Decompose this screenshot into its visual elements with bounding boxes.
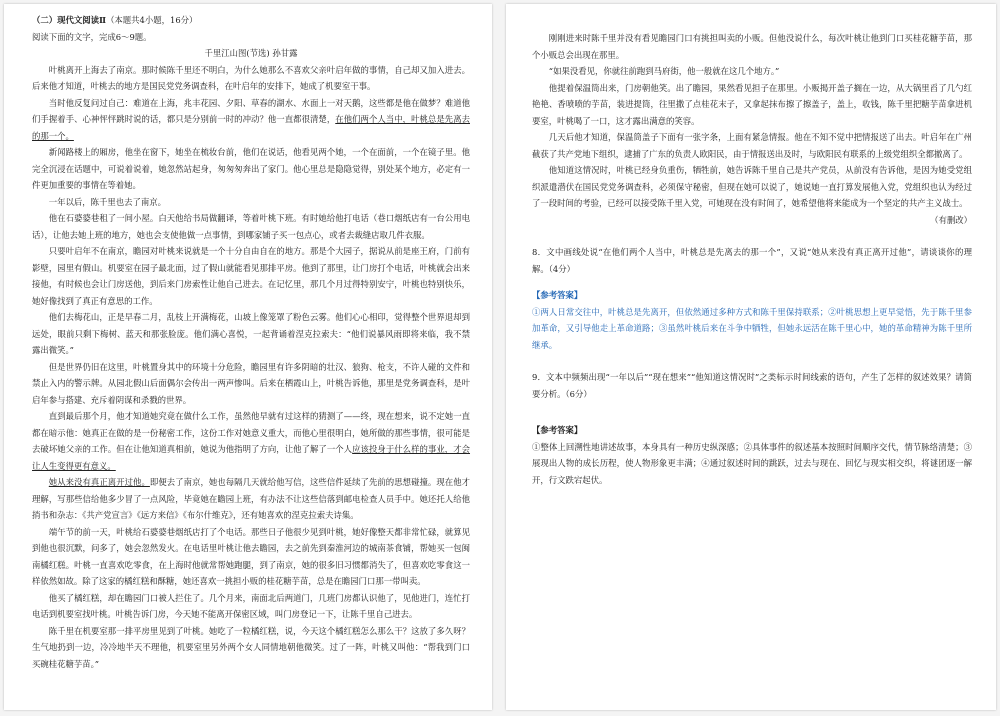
paragraph: 他们去梅花山，正是早春二月，乱枝上开满梅花，山坡上像笼罩了粉色云雾。他们心心相印，觉得整个世界退却到远处，眼前只剩下梅树、蓝天和那张脸庞。他们满心喜悦，一起背诵着涅克拉索夫：“他们说暴风雨即将来临，我不禁露出微笑。” [32,312,470,355]
answer-9: ①整体上回溯性地讲述故事，本身具有一种历史纵深感；②具体事件的叙述基本按照时间顺序交代，情节脉络清楚；③展现出人物的成长历程，使人物形象更丰满；④通过叙述时间的跳跃，过去与现在、回忆与现实相交织，将谜团逐一解开，行文跌宕起伏。 [532,441,972,485]
paragraph: 但是世界仍旧在这里，叶桃置身其中的环境十分危险，瞻园里有许多阴暗的壮汉、狼狗、枪支，不许人碰的文件和禁止入内的警示牌。从园北假山后面偶尔会传出一两声惨叫。后来在栖霞山上，叶桃告诉他，那里是党务调查科，是叶启年参与搭建、充斥着阴谋和杀戮的世界。 [32,361,470,405]
underlined-sentence: 她从来没有真正离开过他。 [48,477,150,487]
paragraph: 叶桃离开上海去了南京。那时候陈千里还不明白，为什么她那么不喜欢父亲叶启年做的事情，自己却又加入进去。后来他才知道，叶桃去的地方是国民党党务调查科，在叶启年的安排下，她成了机要室干事。 [32,64,470,91]
paragraph: 他在石婆婆巷租了一间小屋。白天他给书局做翻译，等着叶桃下班。有时她给他打电话（巷口烟纸店有一台公用电话），让他去她上班的地方，她也会支使他做一点事情，到哪家铺子买一包点心，或者去裁缝店取几件衣服。 [32,213,470,240]
answer-8-heading: 【参考答案】 [532,290,583,300]
answer-8: ①两人日常交往中，叶桃总是先离开，但依然通过多种方式和陈千里保持联系；②叶桃思想上更早觉悟，先于陈千里参加革命，又引导他走上革命道路；③虽然叶桃后来在斗争中牺牲，但她永远活在陈千里心中，她的革命精神为陈千里所继承。 [532,306,972,350]
paragraph: 几天后他才知道，保温筒盖子下面有一张字条，上面有紧急情报。他在不知不觉中把情报送了出去。叶启年在广州截获了共产党地下组织，逮捕了广东的负责人欧阳民，由于情报送出及时，与欧阳民有联系的上级党组织全都撤离了。 [532,132,972,159]
underlined-sentence: 应该投身于什么样的事业，才会让人生变得更有意义。 [32,444,471,471]
paragraph: 他提着保温筒出来，门房朝他笑。出了瞻园，果然看见担子在那里。小贩揭开盖子搁在一边，从大锅里舀了几勺红艳艳、香喷喷的芋苗，装进提筒，往里撒了点桂花末子，又拿起抹布擦了擦盖子，盖上，收钱，陈千里把糖芋苗拿进机要室，叶桃喝了一口，这才露出满意的笑容。 [532,82,972,126]
source-note: （有删改） [930,214,972,225]
question-9: 9．文本中频频出现“一年以后”“现在想来”“他知道这情况时”之类标示时间线索的语句，产生了怎样的叙述效果？请简要分析。（6分） [532,372,972,399]
right-page [506,4,996,710]
instruction: 阅读下面的文字，完成6～9题。 [32,31,152,42]
underlined-sentence: 在他们两个人当中，叶桃总是先离去的那一个。 [32,114,470,141]
paragraph: 刚刚进来时陈千里并没有看见瞻园门口有挑担叫卖的小贩。但他没说什么，每次叶桃让他到门口买桂花糖芋苗，那个小贩总会出现在那里。 [532,33,972,60]
paragraph: 他买了橘红糕，却在瞻园门口被人拦住了。几个月来，南面北后两道门，几班门房都认识他了，见他进门，连忙打电话到机要室找叶桃。叶桃告诉门房，今天她不能离开保密区域，叫门房登记一下，让陈千里自己进去。 [32,592,470,619]
question-8: 8．文中画线处说“在他们两个人当中，叶桃总是先离去的那一个”，又说“她从来没有真正离开过他”，请谈谈你的理解。（4分） [532,247,972,274]
section-heading: （二）现代文阅读Ⅱ（本题共4小题，16分） [32,15,198,25]
left-page [4,4,492,710]
paragraph: 陈千里在机要室那一排平房里见到了叶桃。她吃了一粒橘红糕，说，今天这个橘红糕怎么那么干？这放了多久呀？生气地扔到一边，冷冷地半天不理他，机要室里另外两个女人同情地朝他微笑。过了一阵，叶桃又叫他：“帮我到门口买碗桂花糖芋苗。” [32,625,470,669]
paragraph: “如果没看见，你就往前跑到马府街，他一般就在这几个地方。” [548,66,780,76]
paragraph: 只要叶启年不在南京，瞻园对叶桃来说就是一个十分自由自在的地方。那是个大园子，据说从前是座王府，门前有影壁，园里有假山。机要室在园子最北面，过了假山就能看见那排平房。他到了那里，让门房打个电话，叶桃就会出来接他，有时候也会让门房送他，到后来门房索性让他自己进去。在记忆里，那几个月过得特别安宁，叶桃也特别快乐，她好像找到了真正有意思的工作。 [32,246,470,306]
left-column [32,12,470,672]
paragraph: 当时他反复问过自己：难道在上海，兆丰花园、夕阳、草春的湖水、水面上一对天鹅，这些都是他在做梦？难道他们手握着手、心神怦怦跳时说的话，都只是分别前一时的冲动？他一直都很清楚，在他们两个人当中，叶桃总是先离去的那一个。 [32,97,470,141]
paragraph: 一年以后，陈千里也去了南京。 [48,196,167,207]
paragraph: 他知道这情况时，叶桃已经身负重伤，牺牲前，她告诉陈千里自己是共产党员，从前没有告诉他，是因为她受党组织派遣潜伏在国民党党务调查科，必须保守秘密，但现在她可以说了，她说她一直打算发展他入党，党组织也认为经过了一段时间的考验，已经可以接受陈千里入党，可她现在没有时间了，她希望他将来能成为一个坚定的共产主义战士。 [532,165,972,208]
paragraph: 端午节的前一天，叶桃给石婆婆巷烟纸店打了个电话。那些日子他很少见到叶桃，她好像整天都非常忙碌，就算见到他也很沉默，问多了，她会忽然发火。在电话里叶桃让他去瞻园，去之前先到秦淮河边的城南茶食铺，帮她买一包闽南橘红糕。叶桃一直喜欢吃零食，在上海时他就常帮她跑腿，到了南京，她的很多旧习惯都消失了，但喜欢吃零食这一样依然如故。除了这家的橘红糕和酥糖，她还喜欢一挑担小贩的桂花糖芋苗，总是在瞻园门口那一带叫卖。 [32,526,470,586]
paragraph: 新闻路楼上的厢房，他坐在窗下，她坐在梳妆台前，他们在说话，他看见两个她，一个在面前，一个在镜子里。他完全沉浸在话题中，可说着说着，她忽然站起身，匆匆匆奔出了家门。他心里总是隐隐觉得，别处某个地方，必定有一件更加重要的事情在等着她。 [32,147,470,190]
right-column [532,30,972,488]
answer-9-heading: 【参考答案】 [532,425,583,435]
article-title: 千里江山图(节选) 孙甘露 [204,48,298,58]
paragraph: 她从来没有真正离开过他。即便去了南京，她也每隔几天就给他写信，这些信件延续了先前的思想碰撞。现在他才理解，写那些信给他多少冒了一点风险，毕竟她在瞻园上班，有办法不让这些信落到邮电检查人员手中。她还托人给他捎书和杂志：《共产党宣言》《远方来信》《布尔什维克》，还有她喜欢的涅克拉索夫诗集。 [32,477,471,520]
paragraph: 直到最后那个月，他才知道她究竟在做什么工作，虽然他早就有过这样的猜测了——终，现在想来，说不定她一直都在暗示他：她真正在做的是一份秘密工作，这份工作对她意义重大，而他心里很明白，她所做的那些事情，很可能是去破坏她父亲的工作。但在让他知道真相前，她说为他指明了方向，让他了解了一个人应该投身于什么样的事业，才会让人生变得更有意义。 [32,411,471,471]
